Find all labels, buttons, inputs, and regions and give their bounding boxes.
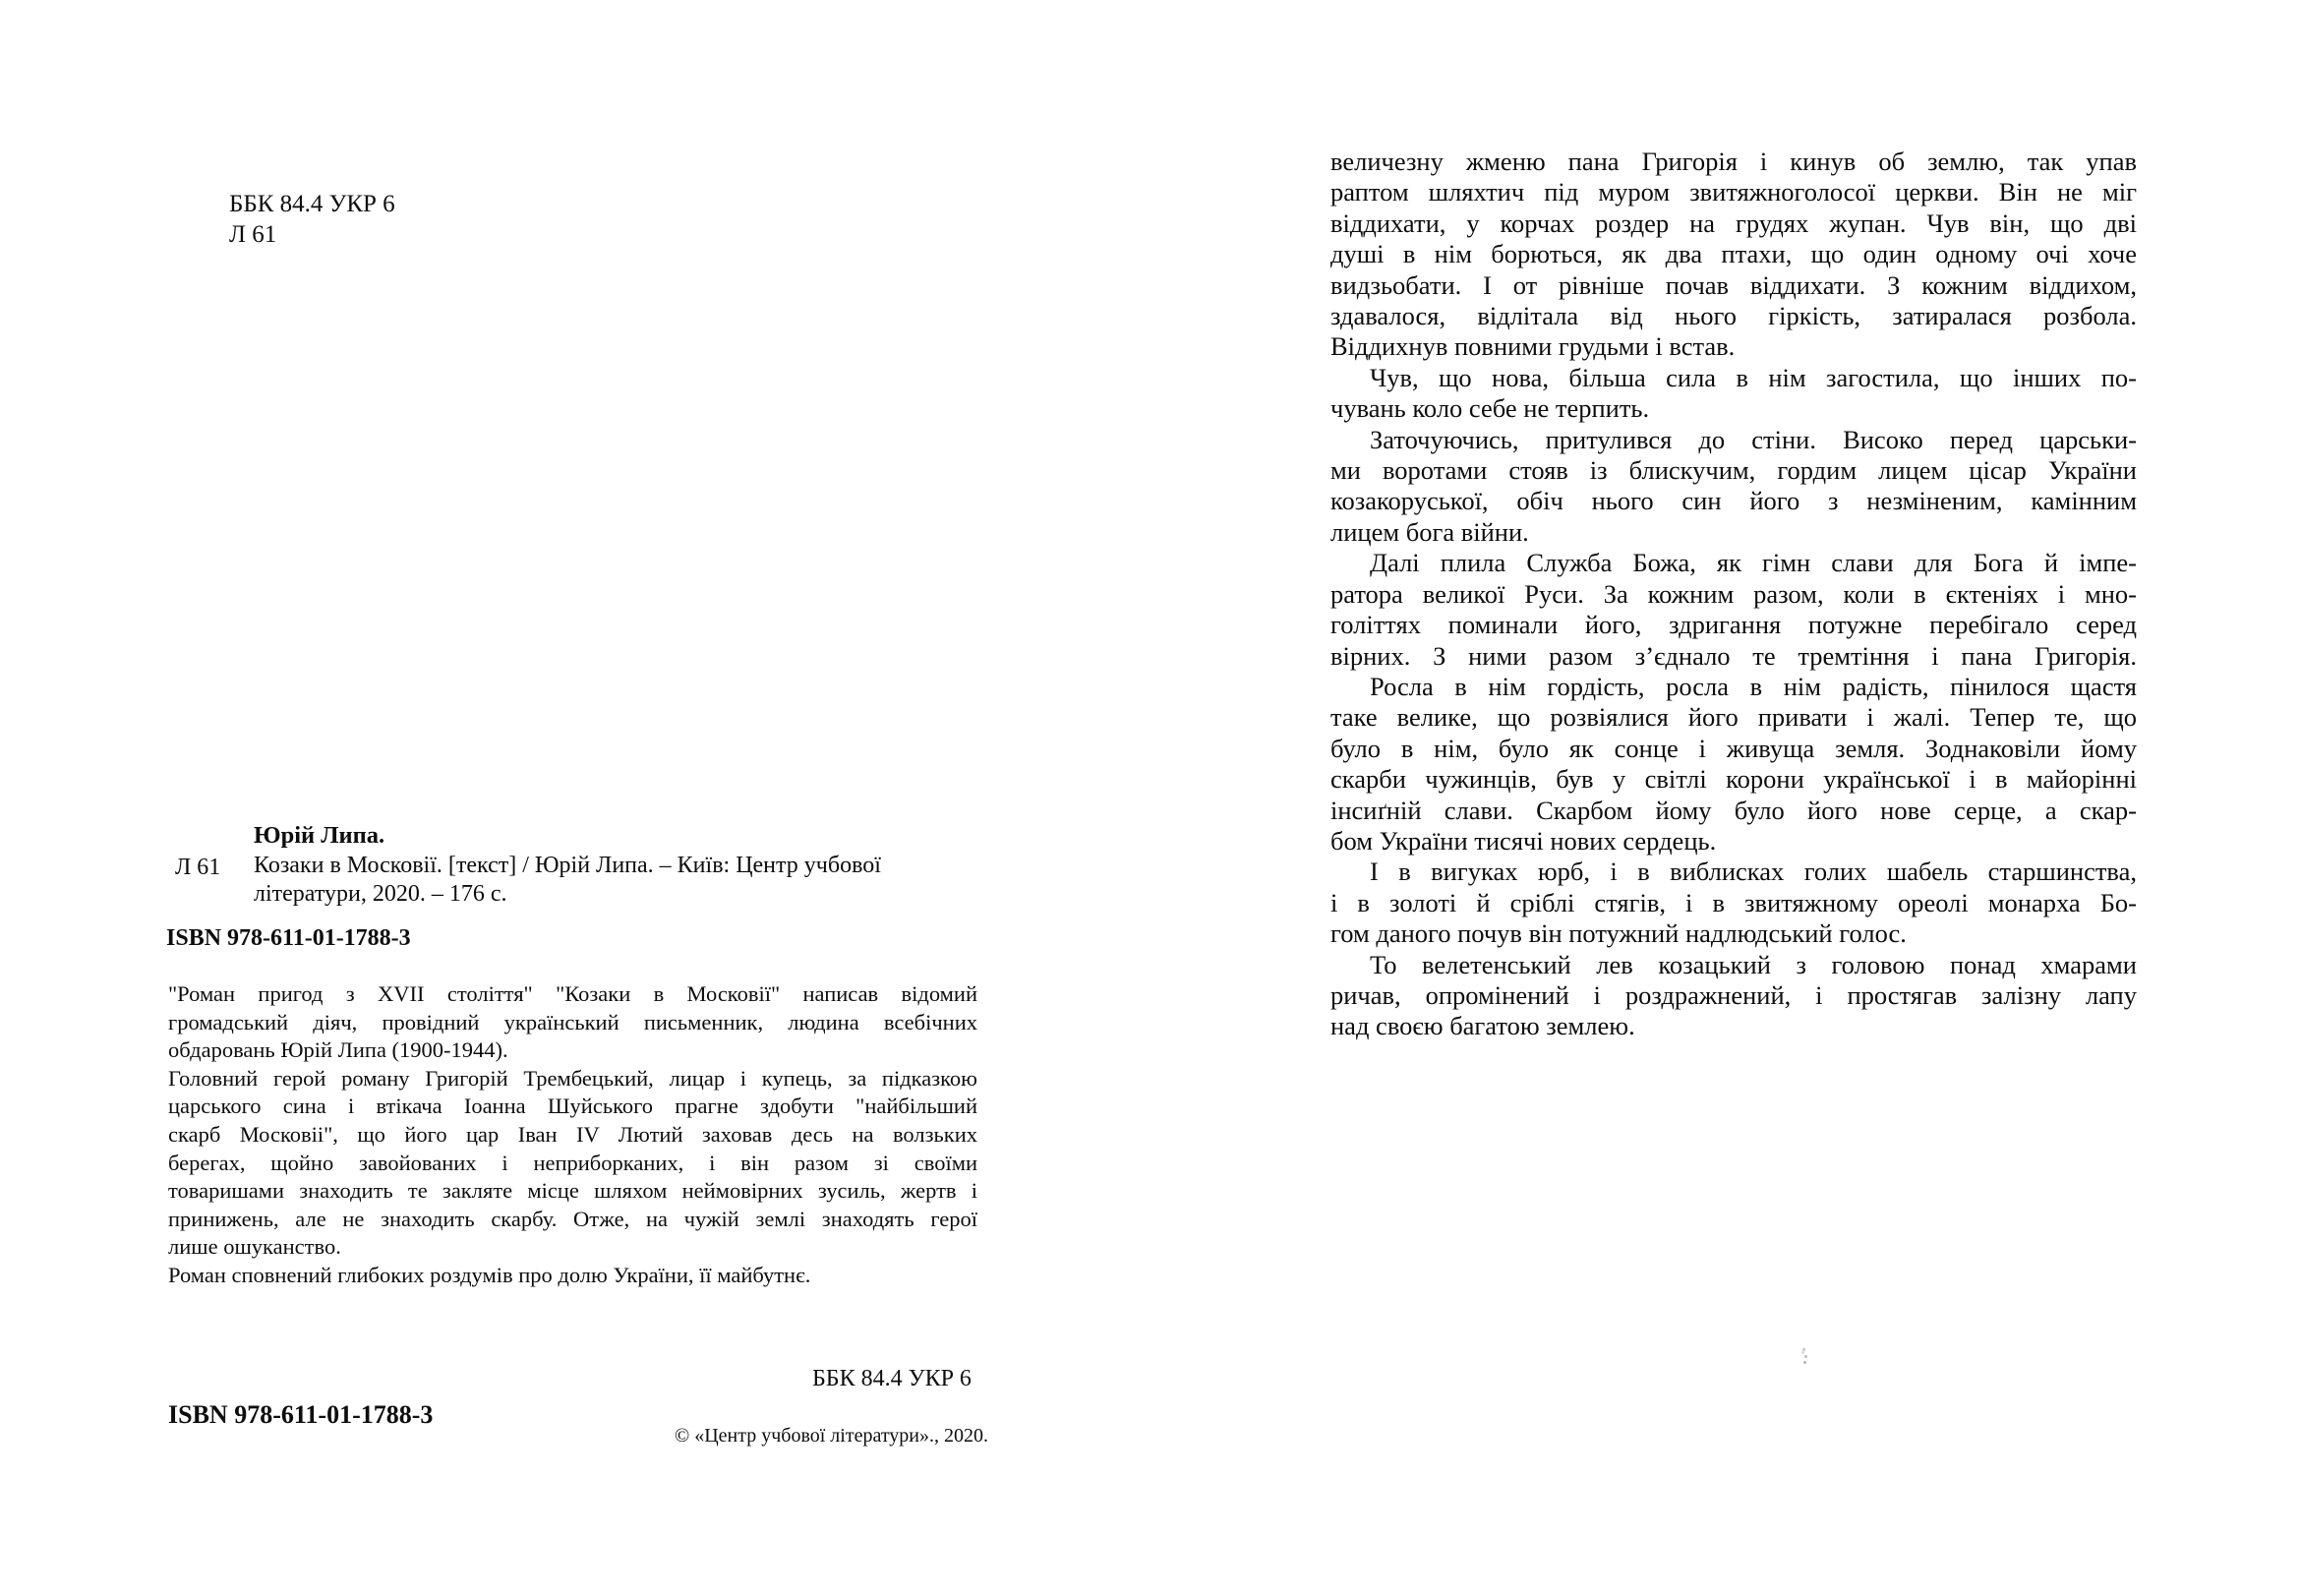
- novel-text-block: [1330, 147, 2137, 1042]
- text-line: і в золоті й сріблі стягів, і в звитяжному ореолі монарха Бо-: [1330, 887, 2137, 917]
- text-line: принижень, але не знаходить скарбу. Отже, на чужій землі знаходять герої: [168, 1206, 977, 1231]
- text-line: гом даного почув він потужний надлюдський голос.: [1330, 918, 1907, 949]
- scan-smudge: [1802, 1348, 1805, 1351]
- author-sign-code: Л 61: [229, 220, 277, 248]
- text-line: було в нім, було як сонце і живуща земля. Зоднаковіли йому: [1330, 733, 2137, 763]
- text-line: І в вигуках юрб, і в виблисках голих шабель старшинства,: [1370, 857, 2137, 887]
- isbn-number: ISBN 978-611-01-1788-3: [166, 925, 411, 951]
- text-line: обдаровань Юрій Липа (1900-1944).: [168, 1037, 508, 1063]
- text-line: Головний герой роману Григорій Трембецький, лицар і купець, за підказкою: [168, 1065, 977, 1091]
- copyright-line: © «Центр учбової літератури»., 2020.: [675, 1425, 988, 1447]
- text-line: вірних. З ними разом з’єднало те тремтіння і пана Григорія.: [1330, 640, 2137, 671]
- text-line: таке велике, що розвіялися його привати і жалі. Тепер те, що: [1330, 702, 2137, 733]
- text-line: "Роман пригод з XVII століття" "Козаки в Московії" написав відомий: [168, 981, 977, 1006]
- text-line: скарб Московіі", що його цар Іван IV Лютий заховав десь на волзьких: [168, 1121, 977, 1147]
- text-line: віддихати, у корчах роздер на грудях жупан. Чув він, що дві: [1330, 207, 2137, 238]
- text-line: ричав, опромінений і роздражнений, і простягав залізну лапу: [1330, 979, 2137, 1010]
- text-line: Віддихнув повними грудьми і встав.: [1330, 331, 1736, 362]
- text-line: раптом шляхтич під муром звитяжноголосої церкви. Він не міг: [1330, 177, 2137, 207]
- text-line: Заточуючись, притулився до стіни. Високо перед царськи-: [1370, 424, 2137, 454]
- text-line: Чув, що нова, більша сила в нім загостила, що інших по-: [1370, 362, 2137, 392]
- text-line: скарби чужинців, був у світлі корони української і в майорінні: [1330, 764, 2137, 795]
- author-name: Юрій Липа.: [254, 822, 385, 849]
- bibliographic-entry: [254, 852, 942, 908]
- text-line: інсиґній слави. Скарбом йому було його нове серце, а скар-: [1330, 795, 2137, 825]
- text-line: здавалося, відлітала від нього гіркість, затиралася розбола.: [1330, 301, 2137, 331]
- text-line: Козаки в Московії. [текст] / Юрій Липа. – Київ: Центр учбової: [254, 853, 881, 878]
- text-line: Роман сповнений глибоких роздумів про долю України, її майбутнє.: [168, 1262, 811, 1287]
- text-line: душі в нім борються, як два птахи, що один одному очі хоче: [1330, 239, 2137, 269]
- annotation-block: [168, 980, 977, 1290]
- bbk-classification-bottom: ББК 84.4 УКР 6: [812, 1366, 972, 1391]
- bbk-code: ББК 84.4 УКР 6: [229, 191, 395, 217]
- text-line: літератури, 2020. – 176 с.: [254, 880, 507, 907]
- text-line: товаришами знаходить те закляте місце шляхом неймовірних зусиль, жертв і: [168, 1178, 977, 1204]
- text-line: То велетенський лев козацький з головою понад хмарами: [1370, 949, 2137, 979]
- text-line: над своєю багатою землею.: [1330, 1011, 1635, 1041]
- text-line: ми воротами стояв із блискучим, гордим лицем цісар України: [1330, 455, 2137, 486]
- text-line: царського сина і втікача Іоанна Шуйського прагне здобути "найбільший: [168, 1094, 977, 1119]
- bbk-classification-top: [229, 190, 395, 250]
- text-line: лише ошуканство.: [168, 1234, 341, 1260]
- text-line: голіттях поминали його, здригання потужне перебігало серед: [1330, 610, 2137, 640]
- text-line: бом України тисячі нових сердець.: [1330, 825, 1717, 856]
- text-line: чувань коло себе не терпить.: [1330, 393, 1650, 424]
- text-line: лицем бога війни.: [1330, 516, 1529, 547]
- text-line: Далі плила Служба Божа, як гімн слави для Бога й імпе-: [1370, 548, 2137, 578]
- text-line: берегах, щойно завойованих і неприборканих, і він разом зі своїми: [168, 1150, 977, 1175]
- isbn-number-bottom: ISBN 978-611-01-1788-3: [168, 1400, 434, 1429]
- text-line: ратора великої Руси. За кожним разом, коли в єктеніях і мно-: [1330, 578, 2137, 609]
- text-line: козакоруської, обіч нього син його з незміненим, камінним: [1330, 486, 2137, 516]
- text-line: громадський діяч, провідний український письменник, людина всебічних: [168, 1009, 977, 1034]
- text-line: величезну жменю пана Григорія і кинув об землю, так упав: [1330, 147, 2137, 176]
- text-line: видзьобати. І от рівніше почав віддихати. З кожним віддихом,: [1330, 269, 2137, 300]
- text-line: Росла в нім гордість, росла в нім радість, пінилося щастя: [1370, 671, 2137, 701]
- catalog-entry-code: Л 61: [175, 855, 221, 880]
